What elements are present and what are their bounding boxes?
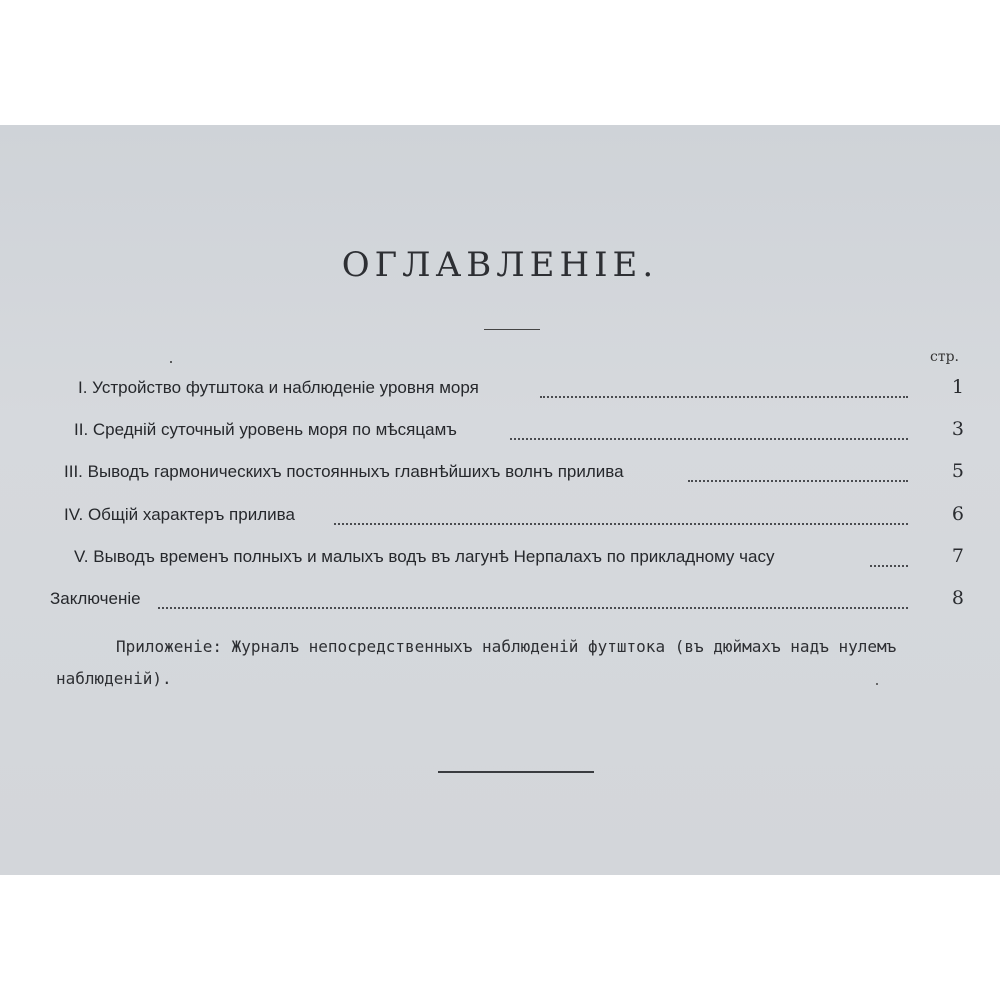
toc-entry-label: IV. Общій характеръ прилива — [64, 505, 295, 524]
toc-entry-label: III. Выводъ гармоническихъ постоянныхъ главнѣйшихъ волнъ прилива — [64, 462, 624, 481]
document-page — [0, 125, 1000, 875]
toc-leader-dots — [158, 605, 908, 609]
toc-entry-page: 3 — [951, 418, 964, 440]
paper-speck — [170, 361, 172, 363]
toc-entry-page: 5 — [951, 460, 964, 482]
toc-entry — [48, 462, 968, 492]
toc-entry — [48, 378, 968, 408]
toc-leader-dots — [688, 478, 908, 482]
title-divider — [484, 329, 540, 330]
appendix-note: Приложеніе: Журналъ непосредственныхъ наблюденій футштока (въ дюймахъ надъ нулемъ наблюденій). — [56, 637, 897, 688]
toc-entry — [48, 547, 968, 577]
toc-entry-label: V. Выводъ временъ полныхъ и малыхъ водъ въ лагунѣ Нерпалахъ по прикладному часу — [74, 547, 775, 566]
paper-speck — [876, 683, 878, 685]
toc-entry-label: II. Средній суточный уровень моря по мѣсяцамъ — [74, 420, 457, 439]
toc-entry — [48, 589, 968, 619]
toc-entry-page: 8 — [951, 587, 964, 609]
toc-entry-page: 7 — [951, 545, 964, 567]
page-title: ОГЛАВЛЕНІЕ. — [341, 245, 659, 285]
toc-entry-label: Заключеніе — [50, 589, 141, 608]
toc-entry-label: I. Устройство футштока и наблюденіе уровня моря — [78, 378, 479, 397]
toc-leader-dots — [334, 521, 908, 525]
toc-entry-page: 6 — [951, 503, 964, 525]
toc-leader-dots — [870, 563, 908, 567]
toc-entry-page: 1 — [951, 376, 964, 398]
page-column-label: стр. — [930, 349, 959, 365]
toc-leader-dots — [540, 394, 908, 398]
end-divider — [438, 771, 594, 773]
toc-entry — [48, 420, 968, 450]
toc-leader-dots — [510, 436, 908, 440]
toc-entry — [48, 505, 968, 535]
